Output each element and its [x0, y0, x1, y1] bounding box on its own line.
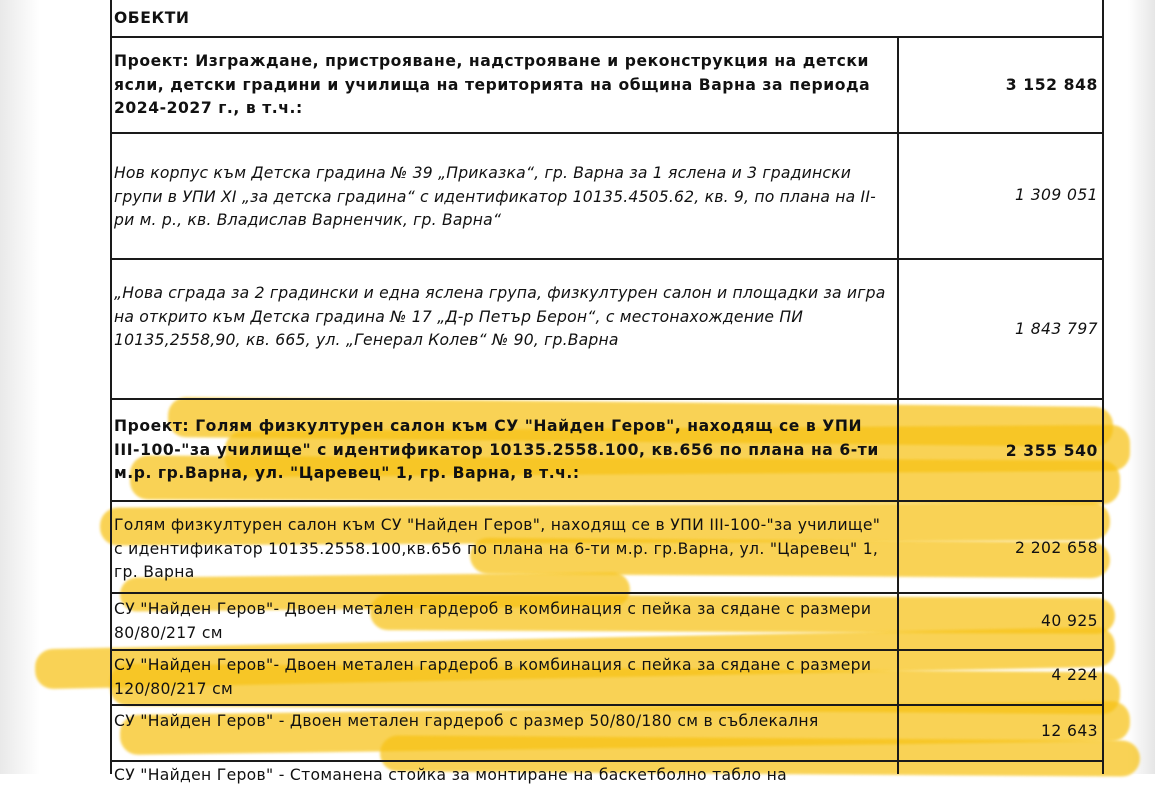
- table-row: [110, 260, 1104, 398]
- table-row: [110, 706, 1104, 760]
- row-amount: 12 643: [1041, 722, 1098, 740]
- section-header-row: [110, 0, 1104, 36]
- page-left-margin: [0, 0, 40, 774]
- row-amount: 2 355 540: [1005, 442, 1098, 460]
- table-row-partial: [110, 762, 1104, 784]
- row-amount: 40 925: [1041, 612, 1098, 630]
- table-row: [110, 400, 1104, 500]
- row-amount: 3 152 848: [1005, 76, 1098, 94]
- row-description: СУ "Найден Геров" - Стоманена стойка за монтиране на баскетболно табло на: [114, 766, 787, 784]
- table-row: [110, 651, 1104, 704]
- row-amount: 2 202 658: [1015, 539, 1098, 557]
- row-amount: 1 843 797: [1015, 320, 1098, 338]
- row-description: СУ "Найден Геров" - Двоен метален гардероб с размер 50/80/180 см в съблекалня: [114, 712, 819, 730]
- table-row: [110, 38, 1104, 132]
- row-amount: 1 309 051: [1015, 186, 1098, 204]
- page-right-margin: [1128, 0, 1155, 774]
- row-description: СУ "Найден Геров"- Двоен метален гардероб в комбинация с пейка за сядане с размери 120/80/217 см: [114, 656, 872, 698]
- row-description: „Нова сграда за 2 градински и една яслена група, физкултурен салон и площадки за игра на открито към Детска градина № 17 „Д-р Петър Берон“, с местонахождение ПИ 10135,2558,90, кв. 665, ул. „Генерал Колев“ № 90, гр.Варна: [114, 284, 886, 349]
- row-description: Голям физкултурен салон към СУ "Найден Геров", находящ се в УПИ III-100-"за училище" с идентификатор 10135.2558.100,кв.656 по плана на 6-ти м.р. гр.Варна, ул. "Царевец" 1, гр. Варна: [114, 516, 881, 581]
- row-description: Проект: Изграждане, пристрояване, надстрояване и реконструкция на детски ясли, детски градини и училища на територията на община Варна за периода 2024-2027 г., в т.ч.:: [114, 52, 871, 117]
- table-row: [110, 134, 1104, 258]
- budget-table: [110, 0, 1104, 784]
- row-amount: 4 224: [1051, 666, 1098, 684]
- row-description: Проект: Голям физкултурен салон към СУ "Найден Геров", находящ се в УПИ III-100-"за училище" с идентификатор 10135.2558.100, кв.656 по плана на 6-ти м.р. гр.Варна, ул. "Царевец" 1, гр. Варна, в т.ч.:: [114, 417, 879, 482]
- row-description: Нов корпус към Детска градина № 39 „Приказка“, гр. Варна за 1 яслена и 3 градински групи в УПИ XI „за детска градина“ с идентификатор 10135.4505.62, кв. 9, по плана на II-ри м. р., кв. Владислав Варненчик, гр. Варна“: [114, 164, 876, 229]
- section-header: ОБЕКТИ: [114, 9, 190, 27]
- row-description: СУ "Найден Геров"- Двоен метален гардероб в комбинация с пейка за сядане с размери 80/80/217 см: [114, 600, 872, 642]
- table-row: [110, 502, 1104, 592]
- table-row: [110, 594, 1104, 649]
